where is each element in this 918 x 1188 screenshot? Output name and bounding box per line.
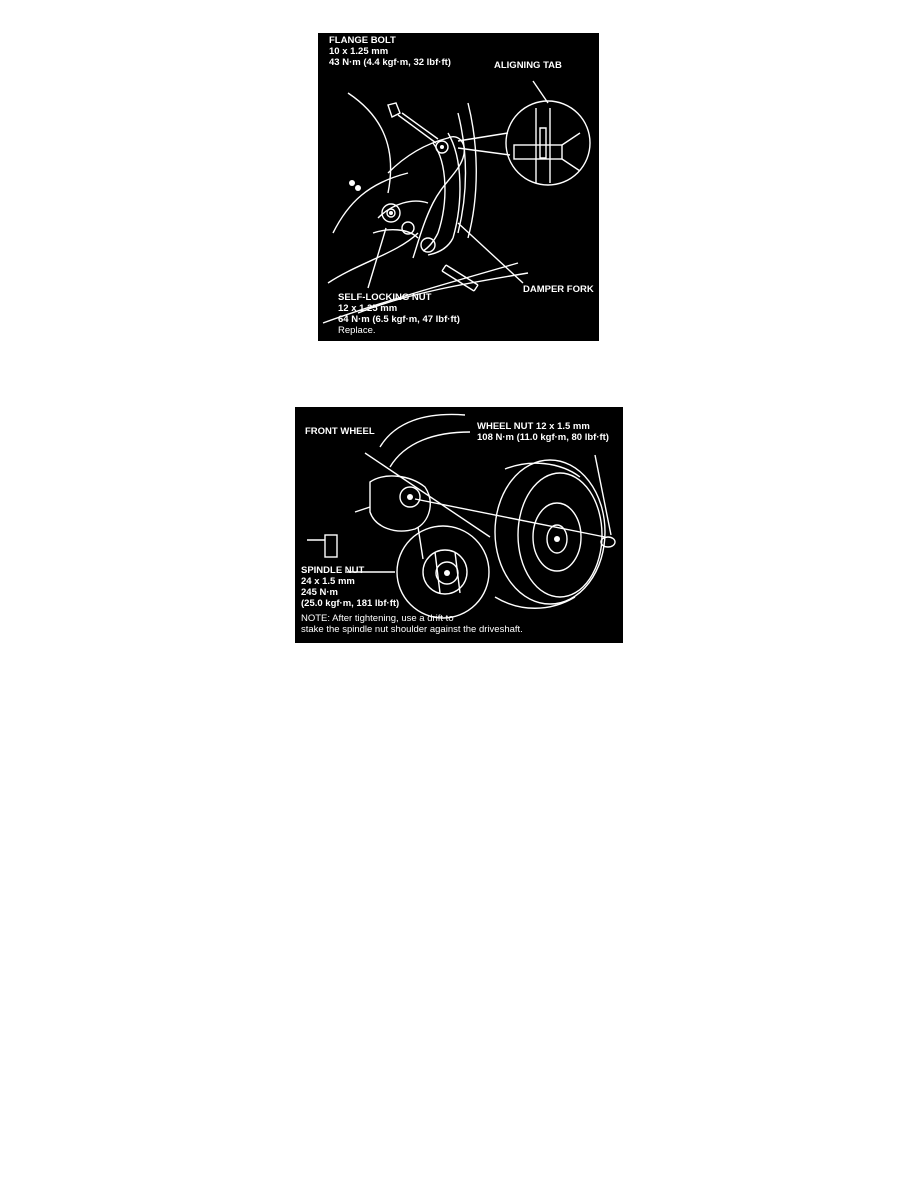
- note-line-1: NOTE: After tightening, use a drift to: [301, 613, 454, 624]
- self-locking-nut-note: Replace.: [338, 325, 376, 336]
- flange-bolt-callout: [329, 35, 451, 68]
- flange-bolt-torque: 43 N·m (4.4 kgf·m, 32 lbf·ft): [329, 57, 451, 68]
- aligning-tab-callout: ALIGNING TAB: [494, 60, 562, 71]
- spindle-nut-callout: [301, 565, 399, 609]
- spindle-nut-torque-alt: (25.0 kgf·m, 181 lbf·ft): [301, 598, 400, 609]
- front-wheel-callout: FRONT WHEEL: [305, 426, 375, 437]
- flange-bolt-title: FLANGE BOLT: [329, 35, 396, 46]
- wheel-nut-callout: [477, 421, 609, 443]
- flange-bolt-size: 10 x 1.25 mm: [329, 46, 389, 57]
- front-wheel-installation-figure: [295, 407, 623, 643]
- damper-fork-callout: DAMPER FORK: [523, 284, 594, 295]
- damper-fork-installation-figure: [318, 33, 599, 341]
- self-locking-nut-callout: [338, 292, 460, 336]
- self-locking-nut-size: 12 x 1.25 mm: [338, 303, 398, 314]
- self-locking-nut-torque: 64 N·m (6.5 kgf·m, 47 lbf·ft): [338, 314, 460, 325]
- spindle-nut-note: [301, 613, 523, 635]
- wheel-nut-title: WHEEL NUT 12 x 1.5 mm: [477, 421, 590, 432]
- spindle-nut-size: 24 x 1.5 mm: [301, 576, 355, 587]
- spindle-nut-torque: 245 N·m: [301, 587, 338, 598]
- wheel-nut-torque: 108 N·m (11.0 kgf·m, 80 lbf·ft): [477, 432, 609, 443]
- self-locking-nut-title: SELF-LOCKING NUT: [338, 292, 432, 303]
- note-line-2: stake the spindle nut shoulder against the driveshaft.: [301, 624, 523, 635]
- spindle-nut-title: SPINDLE NUT: [301, 565, 365, 576]
